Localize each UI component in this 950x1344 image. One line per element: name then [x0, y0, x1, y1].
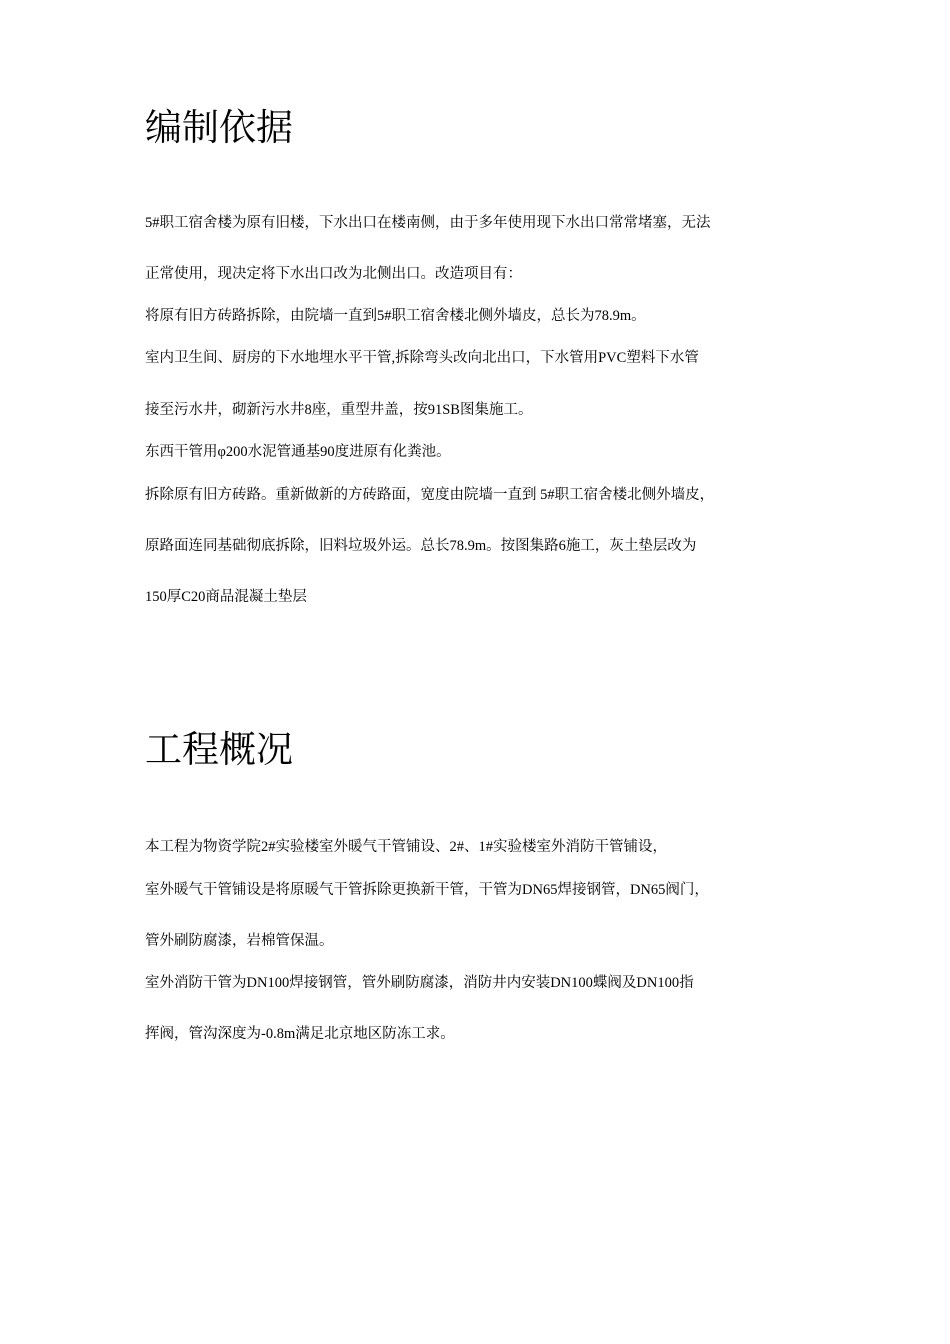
- paragraph-line: 5#职工宿舍楼为原有旧楼，下水出口在楼南侧，由于多年使用现下水出口常常堵塞，无法: [145, 215, 711, 231]
- paragraph-line: 150厚C20商品混凝土垫层: [145, 589, 307, 605]
- paragraph-line: 接至污水井，砌新污水井8座，重型井盖，按91SB图集施工。: [145, 402, 533, 418]
- paragraph-line: 挥阀，管沟深度为-0.8m满足北京地区防冻工求。: [145, 1026, 455, 1042]
- paragraph-line: 原路面连同基础彻底拆除，旧料垃圾外运。总长78.9m。按图集路6施工，灰土垫层改为: [145, 538, 697, 554]
- paragraph-line: 正常使用，现决定将下水出口改为北侧出口。改造项目有：: [145, 266, 522, 282]
- section-heading-overview: 工程概况: [145, 728, 293, 771]
- paragraph-line: 东西干管用φ200水泥管通基90度进原有化粪池。: [145, 444, 451, 460]
- paragraph-line: 室外消防干管为DN100焊接钢管，管外刷防腐漆，消防井内安装DN100蝶阀及DN100指: [145, 975, 694, 991]
- paragraph-line: 本工程为物资学院2#实验楼室外暖气干管铺设、2#、1#实验楼室外消防干管铺设，: [145, 839, 667, 855]
- paragraph-line: 拆除原有旧方砖路。重新做新的方砖路面，宽度由院墙一直到 5#职工宿舍楼北侧外墙皮，: [145, 487, 715, 503]
- section-heading-basis: 编制依据: [145, 106, 293, 149]
- paragraph-line: 将原有旧方砖路拆除，由院墙一直到5#职工宿舍楼北侧外墙皮，总长为78.9m。: [145, 308, 646, 324]
- paragraph-line: 室外暖气干管铺设是将原暖气干管拆除更换新干管，干管为DN65焊接钢管，DN65阀门，: [145, 882, 709, 898]
- paragraph-line: 室内卫生间、厨房的下水地埋水平干管,拆除弯头改向北出口，下水管用PVC塑料下水管: [145, 350, 699, 366]
- paragraph-line: 管外刷防腐漆，岩棉管保温。: [145, 933, 334, 949]
